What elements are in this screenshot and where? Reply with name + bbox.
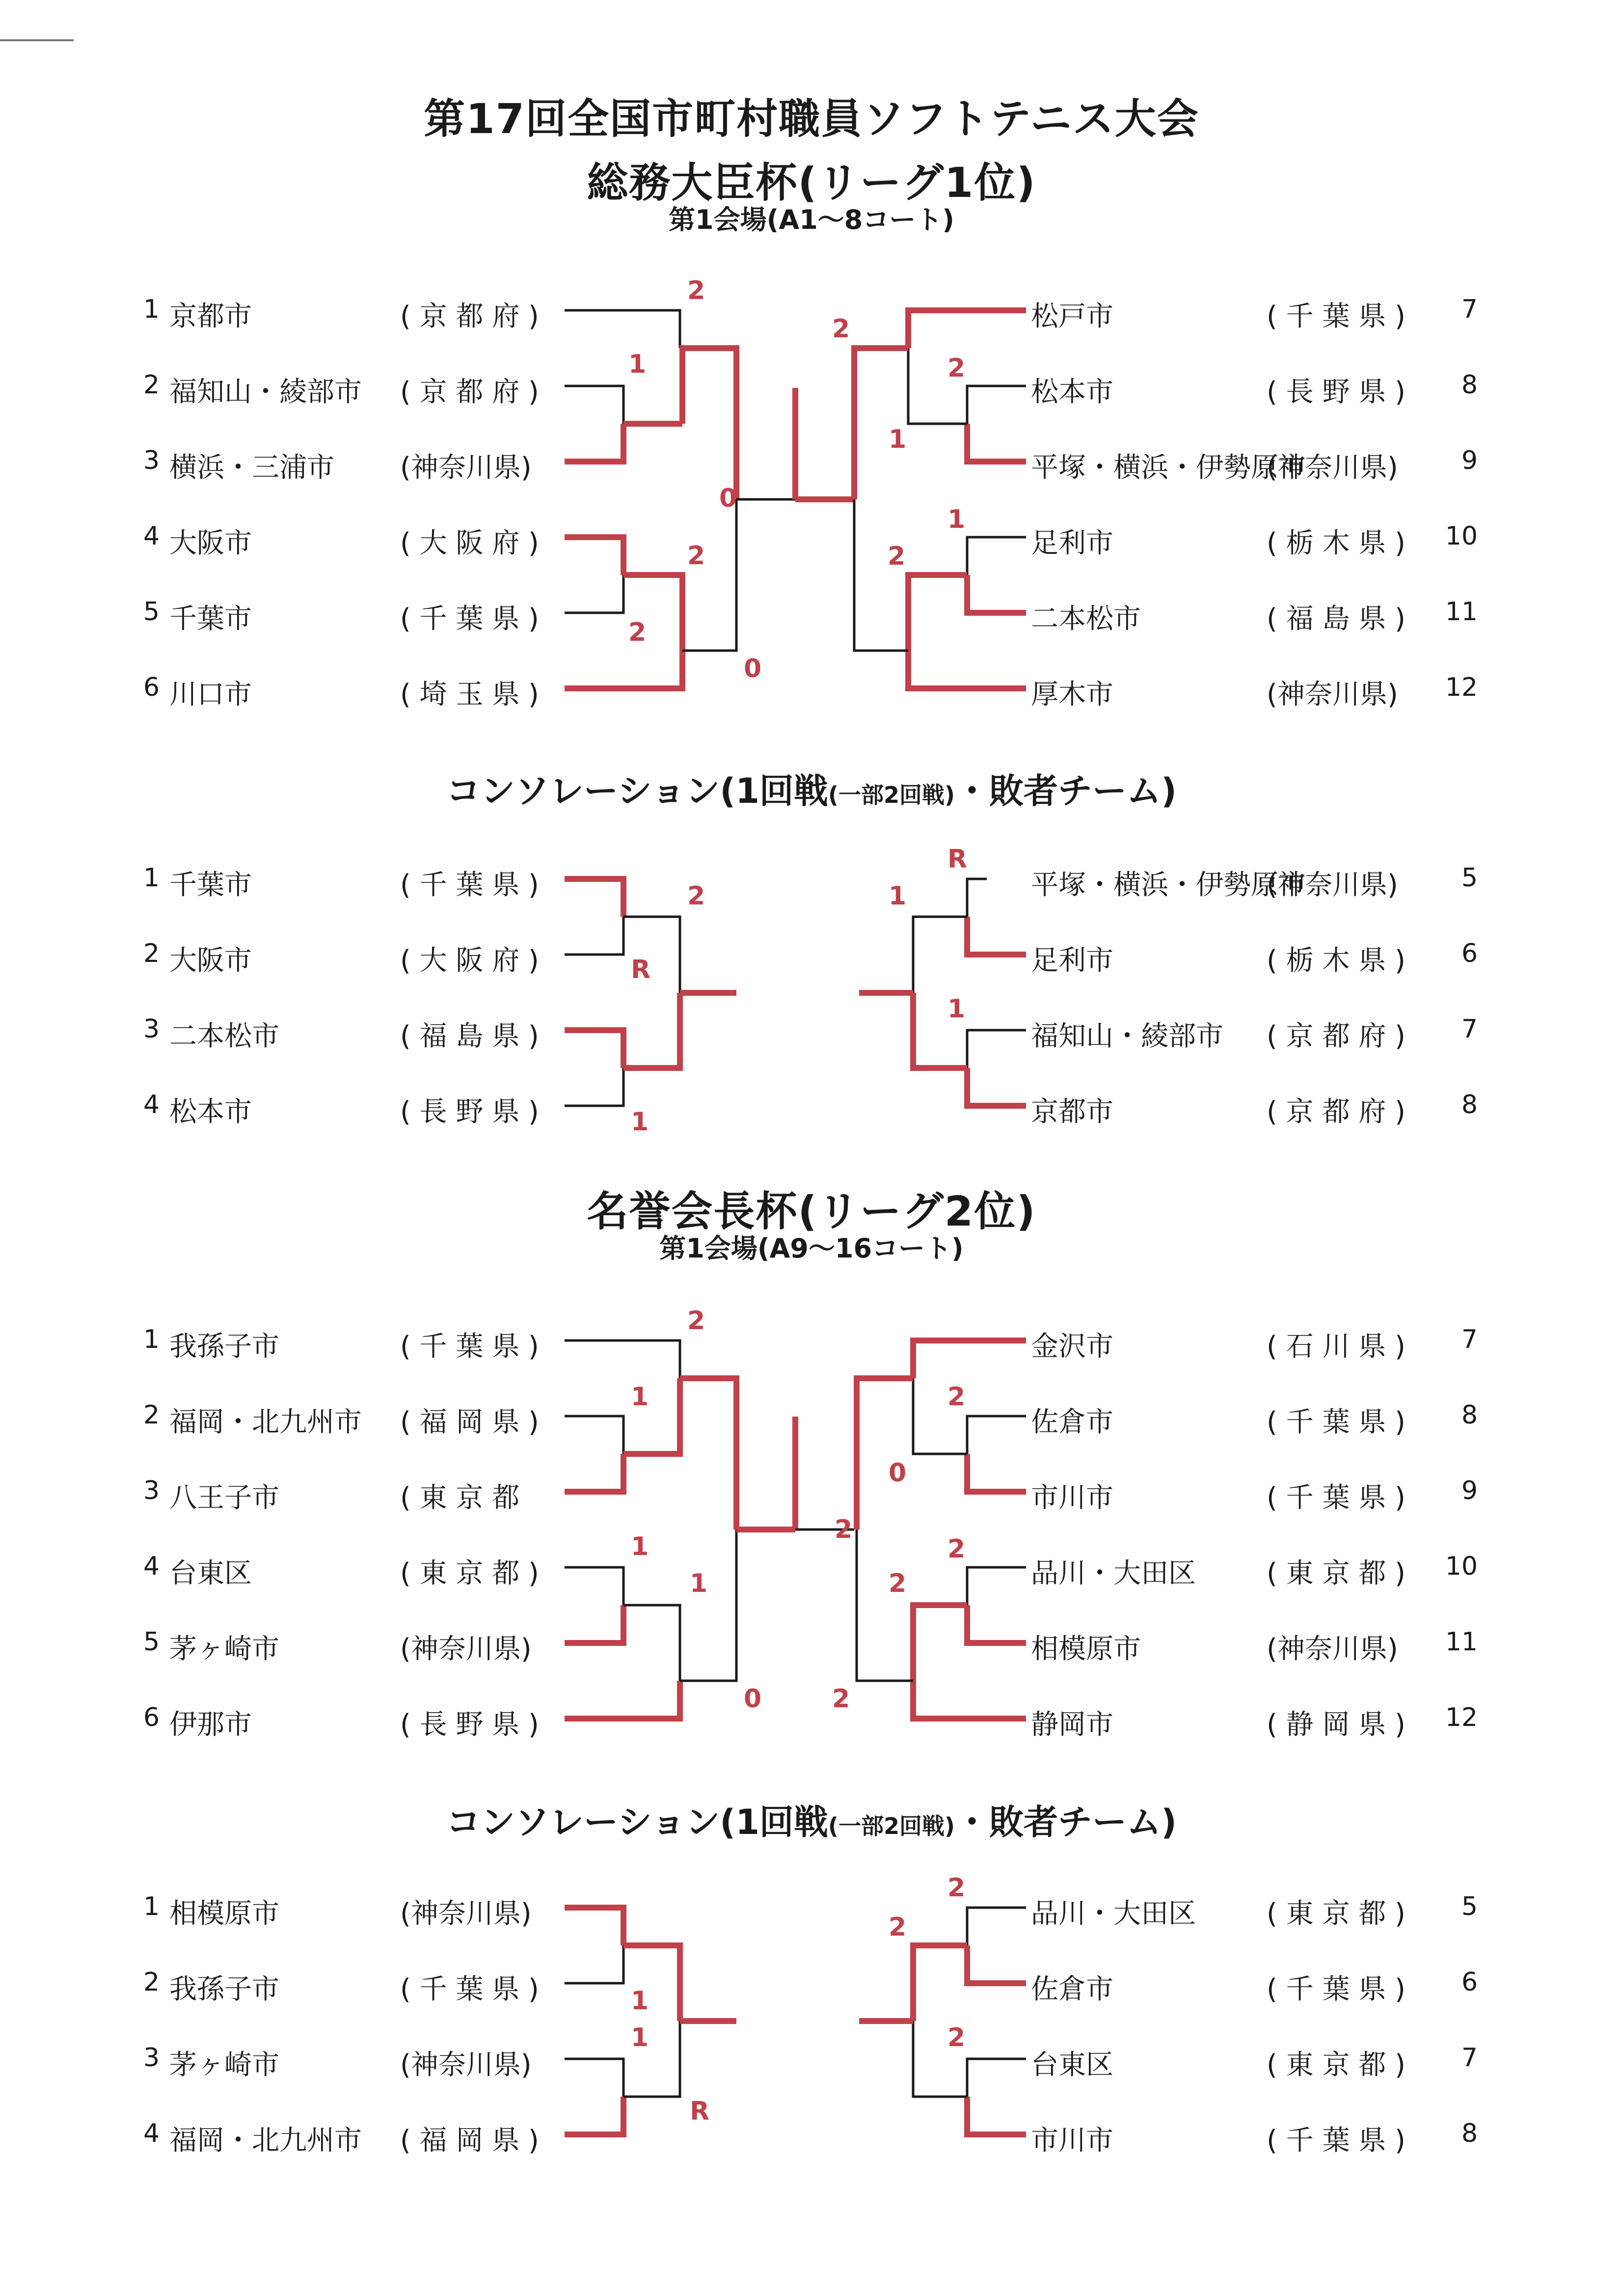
seed-number: 5: [143, 597, 160, 627]
winner-line: [908, 651, 1026, 688]
seed-number: 8: [1461, 2119, 1478, 2148]
bracket-line: [565, 1416, 623, 1454]
seed-number: 10: [1445, 521, 1478, 551]
team-name: 二本松市: [1031, 603, 1141, 635]
prefecture: ( 長 野 県 ): [400, 1709, 539, 1741]
seed-number: 5: [143, 1627, 160, 1657]
seed-number: 4: [143, 1090, 160, 1120]
prefecture: ( 福 岡 県 ): [400, 2125, 539, 2157]
cup2-title: 名誉会長杯(リーグ2位): [587, 1187, 1036, 1235]
bracket-line: [682, 499, 736, 651]
prefecture: ( 福 島 県 ): [1267, 603, 1406, 635]
consolation-small: (一部2回戦): [828, 1813, 955, 1839]
prefecture: ( 大 阪 府 ): [400, 945, 539, 977]
prefecture: ( 栃 木 県 ): [1267, 945, 1406, 977]
page-title: 第17回全国市町村職員ソフトテニス大会: [424, 95, 1199, 143]
score-label: 2: [687, 541, 705, 571]
prefecture: (神奈川県): [400, 1633, 532, 1665]
prefecture: ( 千 葉 県 ): [1267, 1406, 1406, 1438]
seed-number: 7: [1461, 2043, 1478, 2073]
prefecture: ( 千 葉 県 ): [1267, 1482, 1406, 1514]
seed-number: 5: [1461, 863, 1478, 893]
seed-number: 6: [143, 1703, 160, 1732]
team-name: 平塚・横浜・伊勢原市: [1031, 869, 1306, 901]
team-name: 福岡・北九州市: [169, 2125, 362, 2157]
prefecture: ( 石 川 県 ): [1267, 1331, 1406, 1363]
winner-line: [565, 424, 623, 462]
prefecture: ( 京 都 府 ): [1267, 1096, 1406, 1128]
score-label: 2: [628, 618, 647, 647]
bracket-line: [565, 1567, 623, 1605]
team-name: 千葉市: [169, 603, 252, 635]
bracket-line: [565, 575, 623, 613]
prefecture: (神奈川県): [400, 2049, 532, 2081]
seed-number: 1: [143, 1325, 160, 1354]
prefecture: ( 千 葉 県 ): [400, 603, 539, 635]
team-name: 千葉市: [169, 869, 252, 901]
team-name: 横浜・三浦市: [169, 452, 334, 484]
prefecture: (神奈川県): [1267, 452, 1398, 484]
winner-line: [565, 1605, 623, 1643]
consolation-main: コンソレーション(1回戦: [446, 771, 828, 811]
score-label: 1: [631, 1107, 649, 1137]
seed-number: 11: [1445, 597, 1478, 627]
team-name: 福岡・北九州市: [169, 1406, 362, 1438]
score-label: 2: [947, 1382, 966, 1412]
bracket-line: [967, 2059, 1026, 2097]
winner-line: [682, 348, 736, 499]
prefecture: ( 東 京 都 ): [1267, 1898, 1406, 1930]
team-name: 我孫子市: [169, 1331, 279, 1363]
winner-line: [967, 1605, 1026, 1643]
consolation-tail: ・敗者チーム): [954, 1802, 1177, 1842]
prefecture: ( 千 葉 県 ): [1267, 301, 1406, 332]
seed-number: 6: [1461, 1968, 1478, 1997]
score-label: 1: [889, 425, 907, 454]
team-name: 平塚・横浜・伊勢原市: [1031, 452, 1306, 484]
prefecture: ( 栃 木 県 ): [1267, 527, 1406, 559]
prefecture: ( 千 葉 県 ): [1267, 2125, 1406, 2157]
score-label: 1: [631, 1382, 649, 1412]
seed-number: 6: [1461, 939, 1478, 968]
winner-line: [565, 1681, 680, 1719]
team-name: 足利市: [1031, 527, 1113, 559]
winner-line: [913, 1605, 967, 1681]
score-label: 2: [832, 1684, 850, 1714]
bracket-line: [967, 1416, 1026, 1454]
seed-number: 8: [1461, 370, 1478, 400]
bracket-line: [967, 386, 1026, 424]
score-label: 1: [889, 881, 907, 911]
score-label: 0: [744, 1684, 762, 1714]
score-label: 2: [947, 1873, 966, 1903]
bracket-line: [565, 1068, 623, 1106]
prefecture: ( 長 野 県 ): [400, 1096, 539, 1128]
seed-number: 12: [1445, 1703, 1478, 1732]
team-name: 二本松市: [169, 1020, 279, 1052]
winner-line: [565, 651, 682, 688]
score-label: 1: [631, 1532, 649, 1561]
team-name: 大阪市: [169, 527, 252, 559]
score-label: 2: [835, 1515, 853, 1544]
bracket-line: [854, 499, 908, 651]
team-name: 茅ヶ崎市: [169, 1633, 279, 1665]
score-label: 2: [687, 276, 705, 305]
winner-line: [565, 537, 623, 575]
seed-number: 5: [1461, 1892, 1478, 1921]
prefecture: ( 東 京 都 ): [1267, 2049, 1406, 2081]
team-name: 伊那市: [169, 1709, 252, 1741]
seed-number: 3: [143, 2043, 160, 2073]
prefecture: (神奈川県): [1267, 869, 1398, 901]
winner-line: [857, 1378, 913, 1530]
seed-number: 1: [143, 863, 160, 893]
seed-number: 1: [143, 1892, 160, 1921]
prefecture: ( 京 都 府 ): [400, 376, 539, 408]
winner-line: [565, 879, 623, 917]
seed-number: 2: [143, 370, 160, 400]
bracket-line: [623, 1605, 680, 1681]
score-label: R: [947, 845, 968, 874]
score-label: 1: [631, 1986, 649, 2016]
team-name: 松本市: [1031, 376, 1113, 408]
score-label: 2: [947, 354, 966, 383]
seed-number: 1: [143, 295, 160, 324]
team-name: 福知山・綾部市: [169, 376, 362, 408]
team-name: 八王子市: [169, 1482, 279, 1514]
bracket-line: [967, 1030, 1026, 1068]
prefecture: ( 京 都 府 ): [1267, 1020, 1406, 1052]
bracket-line: [967, 1567, 1026, 1605]
winner-line: [565, 1454, 623, 1492]
prefecture: ( 静 岡 県 ): [1267, 1709, 1406, 1741]
winner-line: [680, 1378, 736, 1530]
score-label: 0: [889, 1458, 907, 1488]
prefecture: ( 長 野 県 ): [1267, 376, 1406, 408]
prefecture: ( 京 都 府 ): [400, 301, 539, 332]
venue2-label: 第1会場(A9～16コート): [659, 1233, 964, 1264]
score-label: R: [631, 955, 651, 984]
team-name: 京都市: [169, 301, 252, 332]
team-name: 松本市: [169, 1096, 252, 1128]
score-label: 0: [719, 484, 737, 513]
seed-number: 4: [143, 521, 160, 551]
bracket-line: [565, 1945, 623, 1983]
seed-number: 3: [143, 446, 160, 475]
winner-line: [565, 1030, 623, 1068]
seed-number: 7: [1461, 1014, 1478, 1044]
score-label: 2: [832, 314, 850, 344]
team-name: 松戸市: [1031, 301, 1113, 332]
team-name: 品川・大田区: [1031, 1558, 1196, 1589]
prefecture: (神奈川県): [1267, 679, 1398, 711]
seed-number: 9: [1461, 446, 1478, 475]
winner-line: [913, 1681, 1026, 1719]
prefecture: ( 埼 玉 県 ): [400, 679, 539, 711]
score-label: 1: [947, 505, 966, 534]
winner-line: [967, 1945, 1026, 1983]
cup1-title: 総務大臣杯(リーグ1位): [587, 159, 1036, 207]
score-label: R: [690, 2097, 710, 2126]
bracket-line: [967, 1908, 1026, 1945]
seed-number: 8: [1461, 1090, 1478, 1120]
bracket-line: [967, 879, 987, 917]
team-name: 京都市: [1031, 1096, 1113, 1128]
winner-line: [854, 348, 908, 499]
prefecture: ( 福 岡 県 ): [400, 1406, 539, 1438]
seed-number: 7: [1461, 295, 1478, 324]
score-label: 2: [888, 542, 906, 571]
score-label: 2: [947, 2023, 966, 2052]
team-name: 静岡市: [1031, 1709, 1113, 1741]
team-name: 足利市: [1031, 945, 1113, 977]
winner-line: [908, 575, 967, 651]
prefecture: (神奈川県): [400, 452, 532, 484]
score-label: 1: [628, 350, 647, 379]
team-name: 福知山・綾部市: [1031, 1020, 1223, 1052]
team-name: 台東区: [1031, 2049, 1113, 2081]
seed-number: 6: [143, 673, 160, 702]
prefecture: (神奈川県): [400, 1898, 532, 1930]
score-label: 2: [687, 881, 705, 911]
bracket-line: [565, 386, 623, 424]
winner-line: [565, 1908, 623, 1945]
winner-line: [565, 2097, 623, 2134]
consolation-small: (一部2回戦): [828, 782, 955, 808]
team-name: 茅ヶ崎市: [169, 2049, 279, 2081]
winner-line: [913, 1945, 967, 2021]
bracket-line: [913, 917, 967, 993]
score-label: 2: [947, 1534, 966, 1564]
score-label: 2: [889, 1913, 907, 1942]
prefecture: ( 千 葉 県 ): [400, 1973, 539, 2005]
seed-number: 11: [1445, 1627, 1478, 1657]
seed-number: 3: [143, 1014, 160, 1044]
seed-number: 8: [1461, 1400, 1478, 1430]
winner-line: [908, 310, 1026, 348]
team-name: 品川・大田区: [1031, 1898, 1196, 1930]
winner-line: [913, 1340, 1026, 1378]
score-label: 2: [687, 1306, 705, 1336]
prefecture: ( 東 京 都 ): [1267, 1558, 1406, 1589]
consolation-main: コンソレーション(1回戦: [446, 1802, 828, 1842]
bracket-line: [565, 1340, 680, 1378]
prefecture: ( 千 葉 県 ): [400, 869, 539, 901]
seed-number: 7: [1461, 1325, 1478, 1354]
seed-number: 2: [143, 1400, 160, 1430]
prefecture: (神奈川県): [1267, 1633, 1398, 1665]
team-name: 大阪市: [169, 945, 252, 977]
winner-line: [623, 993, 680, 1068]
score-label: 2: [889, 1569, 907, 1598]
prefecture: ( 大 阪 府 ): [400, 527, 539, 559]
seed-number: 2: [143, 1968, 160, 1997]
seed-number: 9: [1461, 1476, 1478, 1505]
team-name: 相模原市: [1031, 1633, 1141, 1665]
prefecture: ( 千 葉 県 ): [1267, 1973, 1406, 2005]
team-name: 台東区: [169, 1558, 252, 1589]
team-name: 川口市: [169, 679, 252, 711]
prefecture: ( 福 島 県 ): [400, 1020, 539, 1052]
bracket-line: [565, 310, 680, 348]
venue1-label: 第1会場(A1～8コート): [669, 204, 954, 235]
winner-line: [967, 575, 1026, 613]
prefecture: ( 東 京 都 ): [400, 1558, 539, 1589]
bracket-line: [565, 917, 623, 955]
score-label: 1: [690, 1569, 708, 1598]
team-name: 佐倉市: [1031, 1406, 1113, 1438]
score-label: 1: [631, 2023, 649, 2052]
seed-number: 12: [1445, 673, 1478, 702]
winner-line: [967, 424, 1026, 462]
prefecture: ( 千 葉 県 ): [400, 1331, 539, 1363]
team-name: 我孫子市: [169, 1973, 279, 2005]
team-name: 相模原市: [169, 1898, 279, 1930]
team-name: 厚木市: [1031, 679, 1113, 711]
prefecture: ( 東 京 都: [400, 1482, 520, 1514]
team-name: 金沢市: [1031, 1331, 1113, 1363]
seed-number: 4: [143, 1552, 160, 1581]
seed-number: 10: [1445, 1552, 1478, 1581]
score-label: 1: [947, 994, 966, 1024]
winner-line: [967, 917, 1026, 955]
bracket-line: [967, 537, 1026, 575]
winner-line: [967, 2097, 1026, 2134]
bracket-line: [565, 2059, 623, 2097]
score-label: 0: [744, 654, 762, 683]
seed-number: 2: [143, 939, 160, 968]
team-name: 市川市: [1031, 1482, 1113, 1514]
winner-line: [967, 1068, 1026, 1106]
team-name: 市川市: [1031, 2125, 1113, 2157]
consolation-tail: ・敗者チーム): [954, 771, 1177, 811]
seed-number: 3: [143, 1476, 160, 1505]
bracket-line: [680, 1530, 736, 1681]
team-name: 佐倉市: [1031, 1973, 1113, 2005]
winner-line: [967, 1454, 1026, 1492]
seed-number: 4: [143, 2119, 160, 2148]
bracket-line: [857, 1530, 913, 1681]
